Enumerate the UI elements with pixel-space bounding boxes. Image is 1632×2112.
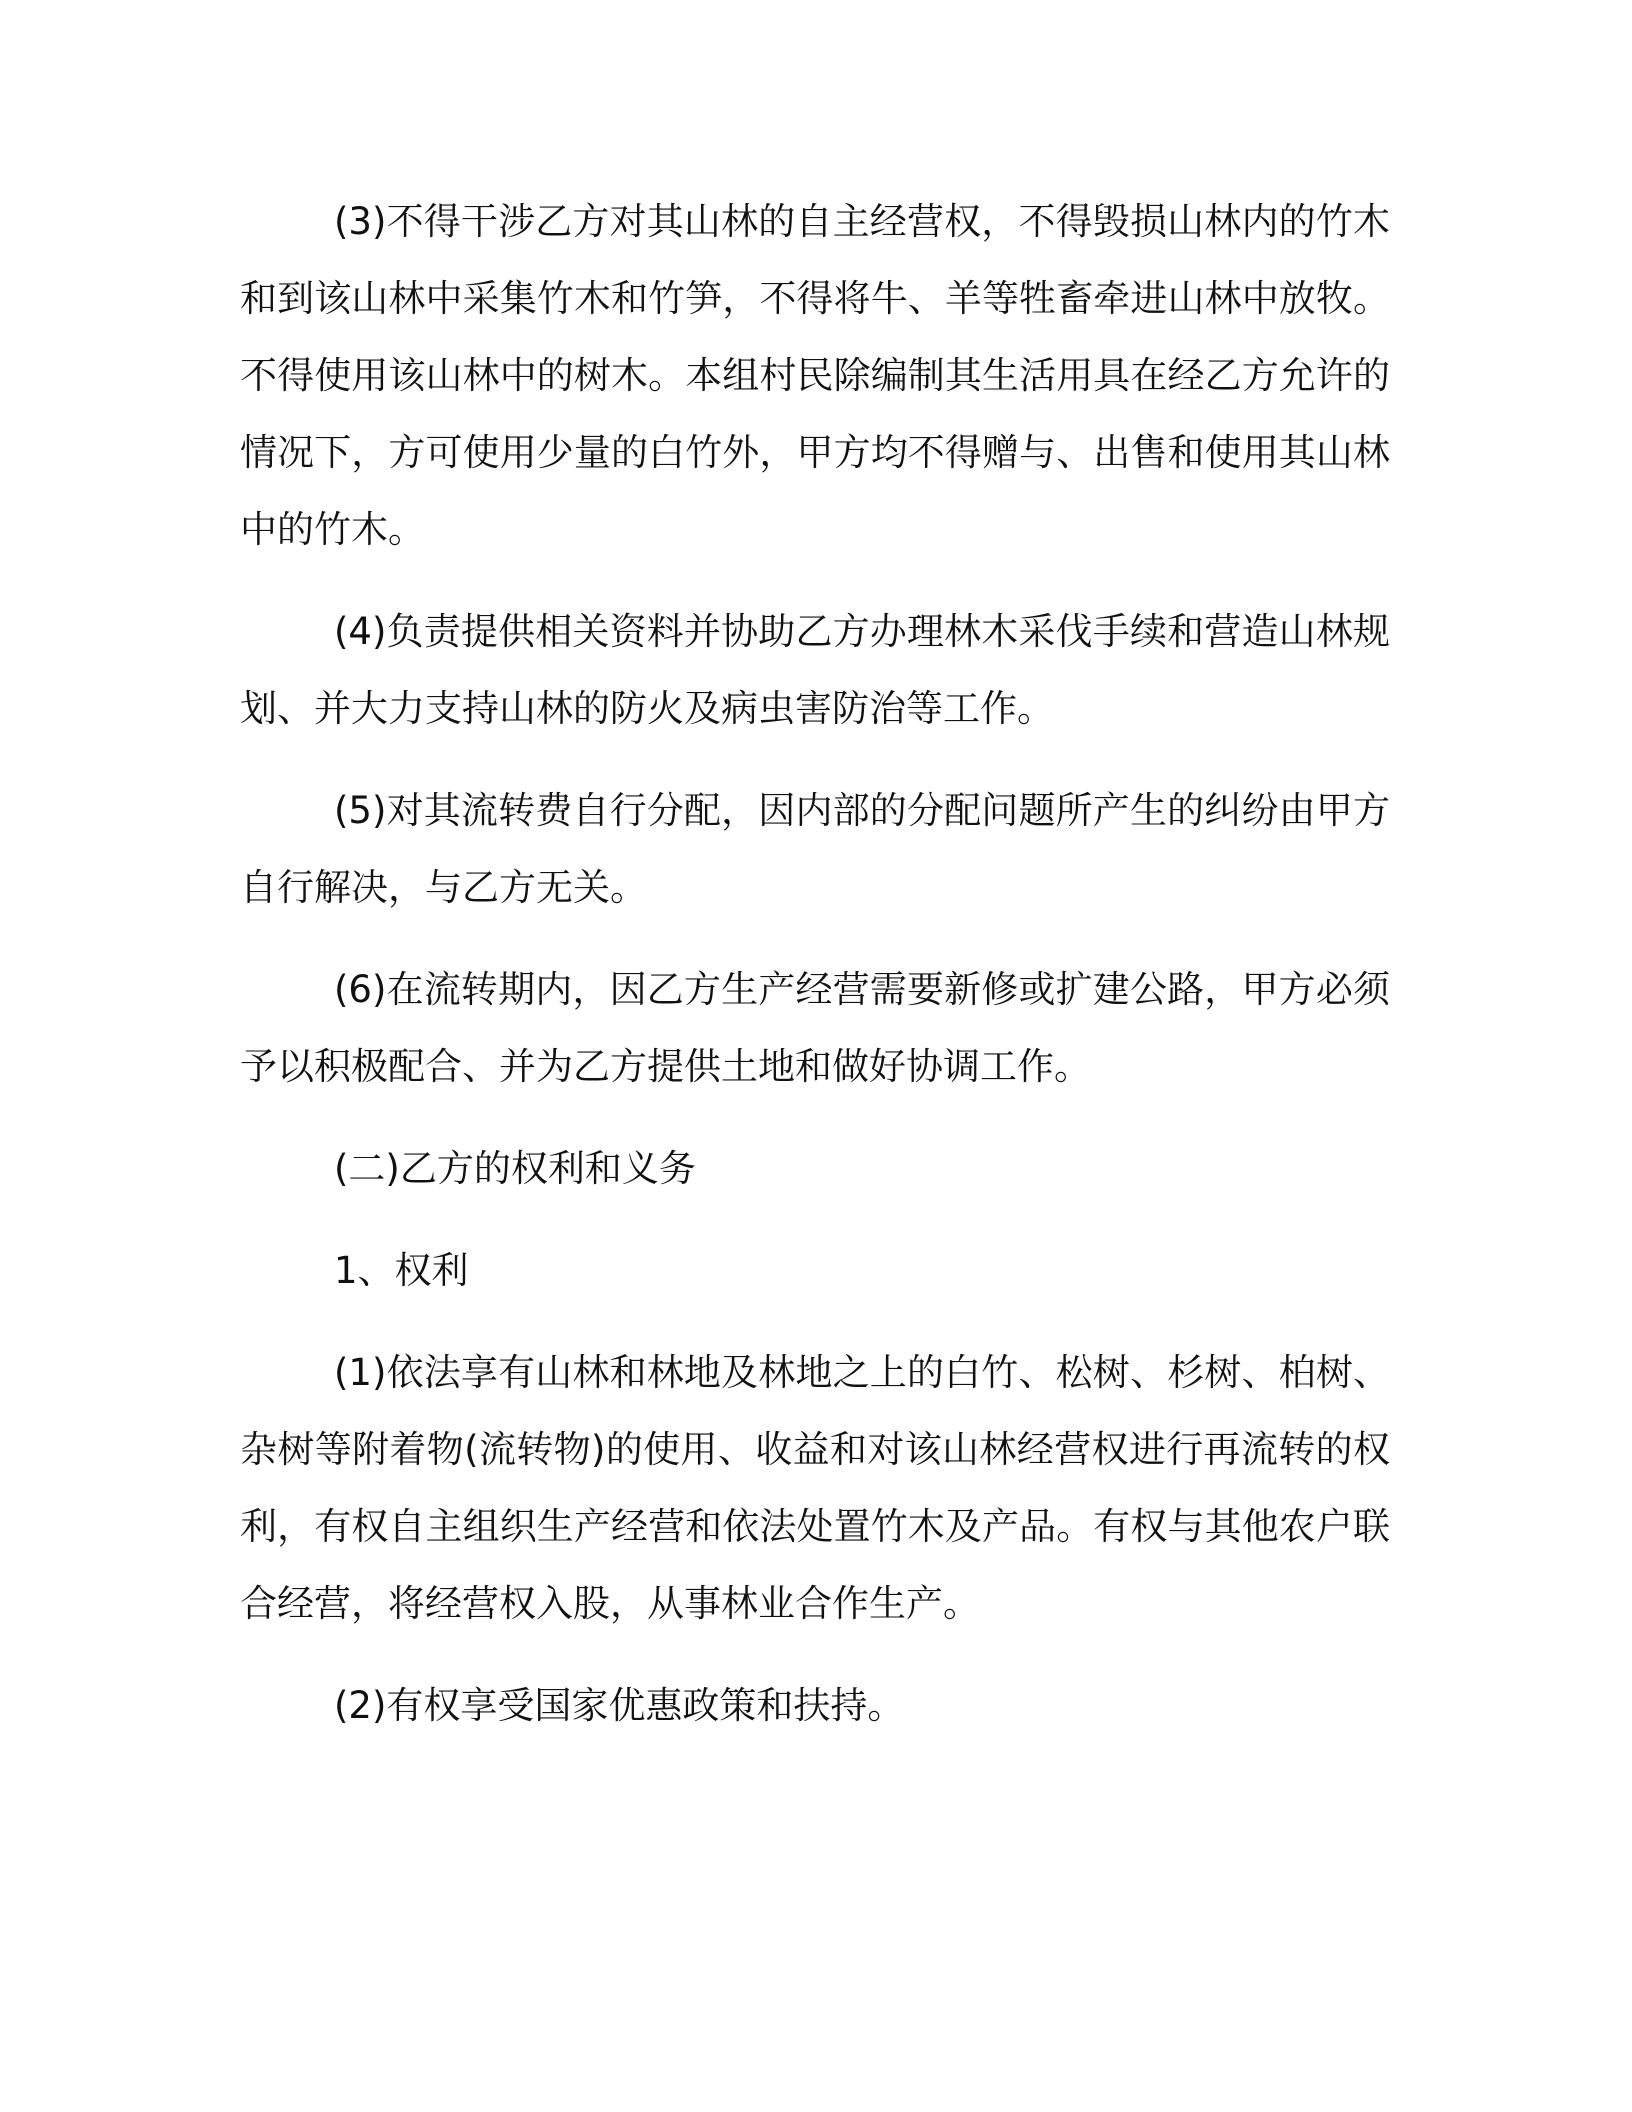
subsection-heading-rights: 1、权利 — [334, 1249, 469, 1292]
paragraph-clause-3: (3)不得干涉乙方对其山林的自主经营权，不得毁损山林内的竹木和到该山林中采集竹木和竹笋，不得将牛、羊等牲畜牵进山林中放牧。不得使用该山林中的树木。本组村民除编制其生活用具在经乙方允许的情况下，方可使用少量的白竹外，甲方均不得赠与、出售和使用其山林中的竹木。 — [240, 200, 1390, 551]
paragraph-right-1: (1)依法享有山林和林地及林地之上的白竹、松树、杉树、柏树、杂树等附着物(流转物)的使用、收益和对该山林经营权进行再流转的权利，有权自主组织生产经营和依法处置竹木及产品。有权与其他农户联合经营，将经营权入股，从事林业合作生产。 — [240, 1351, 1390, 1625]
document-body — [240, 183, 1390, 1769]
paragraph-clause-5: (5)对其流转费自行分配，因内部的分配问题所产生的纠纷由甲方自行解决，与乙方无关。 — [240, 789, 1390, 909]
paragraph-clause-4: (4)负责提供相关资料并协助乙方办理林木采伐手续和营造山林规划、并大力支持山林的防火及病虫害防治等工作。 — [240, 610, 1390, 730]
paragraph-right-2: (2)有权享受国家优惠政策和扶持。 — [334, 1684, 905, 1727]
section-heading-party-b: (二)乙方的权利和义务 — [334, 1147, 696, 1190]
paragraph-clause-6: (6)在流转期内，因乙方生产经营需要新修或扩建公路，甲方必须予以积极配合、并为乙方提供土地和做好协调工作。 — [240, 968, 1390, 1088]
